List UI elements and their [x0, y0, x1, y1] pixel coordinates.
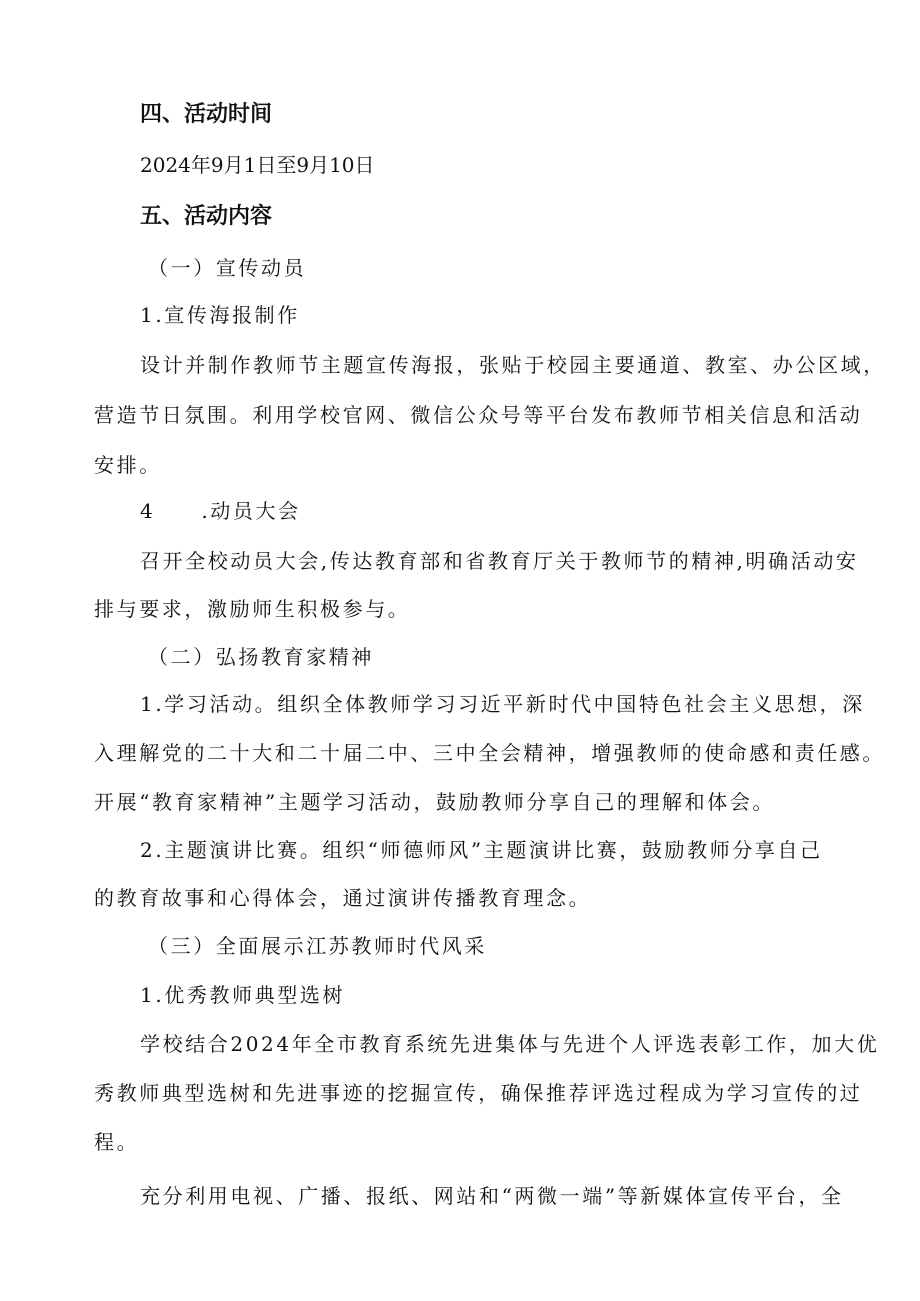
activity-date: 2024年9月1日至9月10日: [140, 153, 375, 177]
subsection-title-jiangsu-teachers: （三）全面展示江苏教师时代风采: [148, 934, 487, 958]
paragraph-line: 召开全校动员大会,传达教育部和省教育厅关于教师节的精神,明确活动安: [140, 549, 859, 573]
paragraph-line: 秀教师典型选树和先进事迹的挖掘宣传，确保推荐评选过程成为学习宣传的过: [94, 1081, 863, 1105]
paragraph-line: 的教育故事和心得体会，通过演讲传播教育理念。: [94, 886, 592, 910]
paragraph-line: 充分利用电视、广播、报纸、网站和“两微一端”等新媒体宣传平台，全: [140, 1184, 844, 1208]
paragraph-line: 1.学习活动。组织全体教师学习习近平新时代中国特色社会主义思想，深: [140, 692, 865, 716]
paragraph-line: 设计并制作教师节主题宣传海报，张贴于校园主要通道、教室、办公区域，: [140, 353, 886, 377]
paragraph-line: 排与要求，激励师生积极参与。: [94, 597, 411, 621]
item-title-text: .动员大会: [201, 499, 301, 523]
paragraph-line: 程。: [94, 1130, 140, 1154]
subsection-title-publicity: （一）宣传动员: [148, 256, 307, 280]
paragraph-line: 入理解党的二十大和二十届二中、三中全会精神，增强教师的使命感和责任感。: [94, 741, 885, 765]
paragraph-line: 学校结合2024年全市教育系统先进集体与先进个人评选表彰工作，加大优: [140, 1032, 880, 1056]
subsection-title-educator-spirit: （二）弘扬教育家精神: [148, 645, 374, 669]
item-number: 4: [140, 499, 156, 523]
item-title-poster: 1.宣传海报制作: [140, 303, 300, 327]
paragraph-line: 营造节日氛围。利用学校官网、微信公众号等平台发布教师节相关信息和活动: [94, 403, 863, 427]
paragraph-line: 安排。: [94, 453, 162, 477]
section-heading-activity-time: 四、活动时间: [140, 102, 273, 127]
item-title-outstanding-teachers: 1.优秀教师典型选树: [140, 983, 346, 1007]
paragraph-line: 开展“教育家精神”主题学习活动，鼓励教师分享自己的理解和体会。: [94, 790, 776, 814]
section-heading-activity-content: 五、活动内容: [140, 204, 273, 229]
item-title-mobilization: [140, 498, 301, 524]
paragraph-line: 2.主题演讲比赛。组织“师德师风”主题演讲比赛，鼓励教师分享自己: [140, 838, 823, 862]
